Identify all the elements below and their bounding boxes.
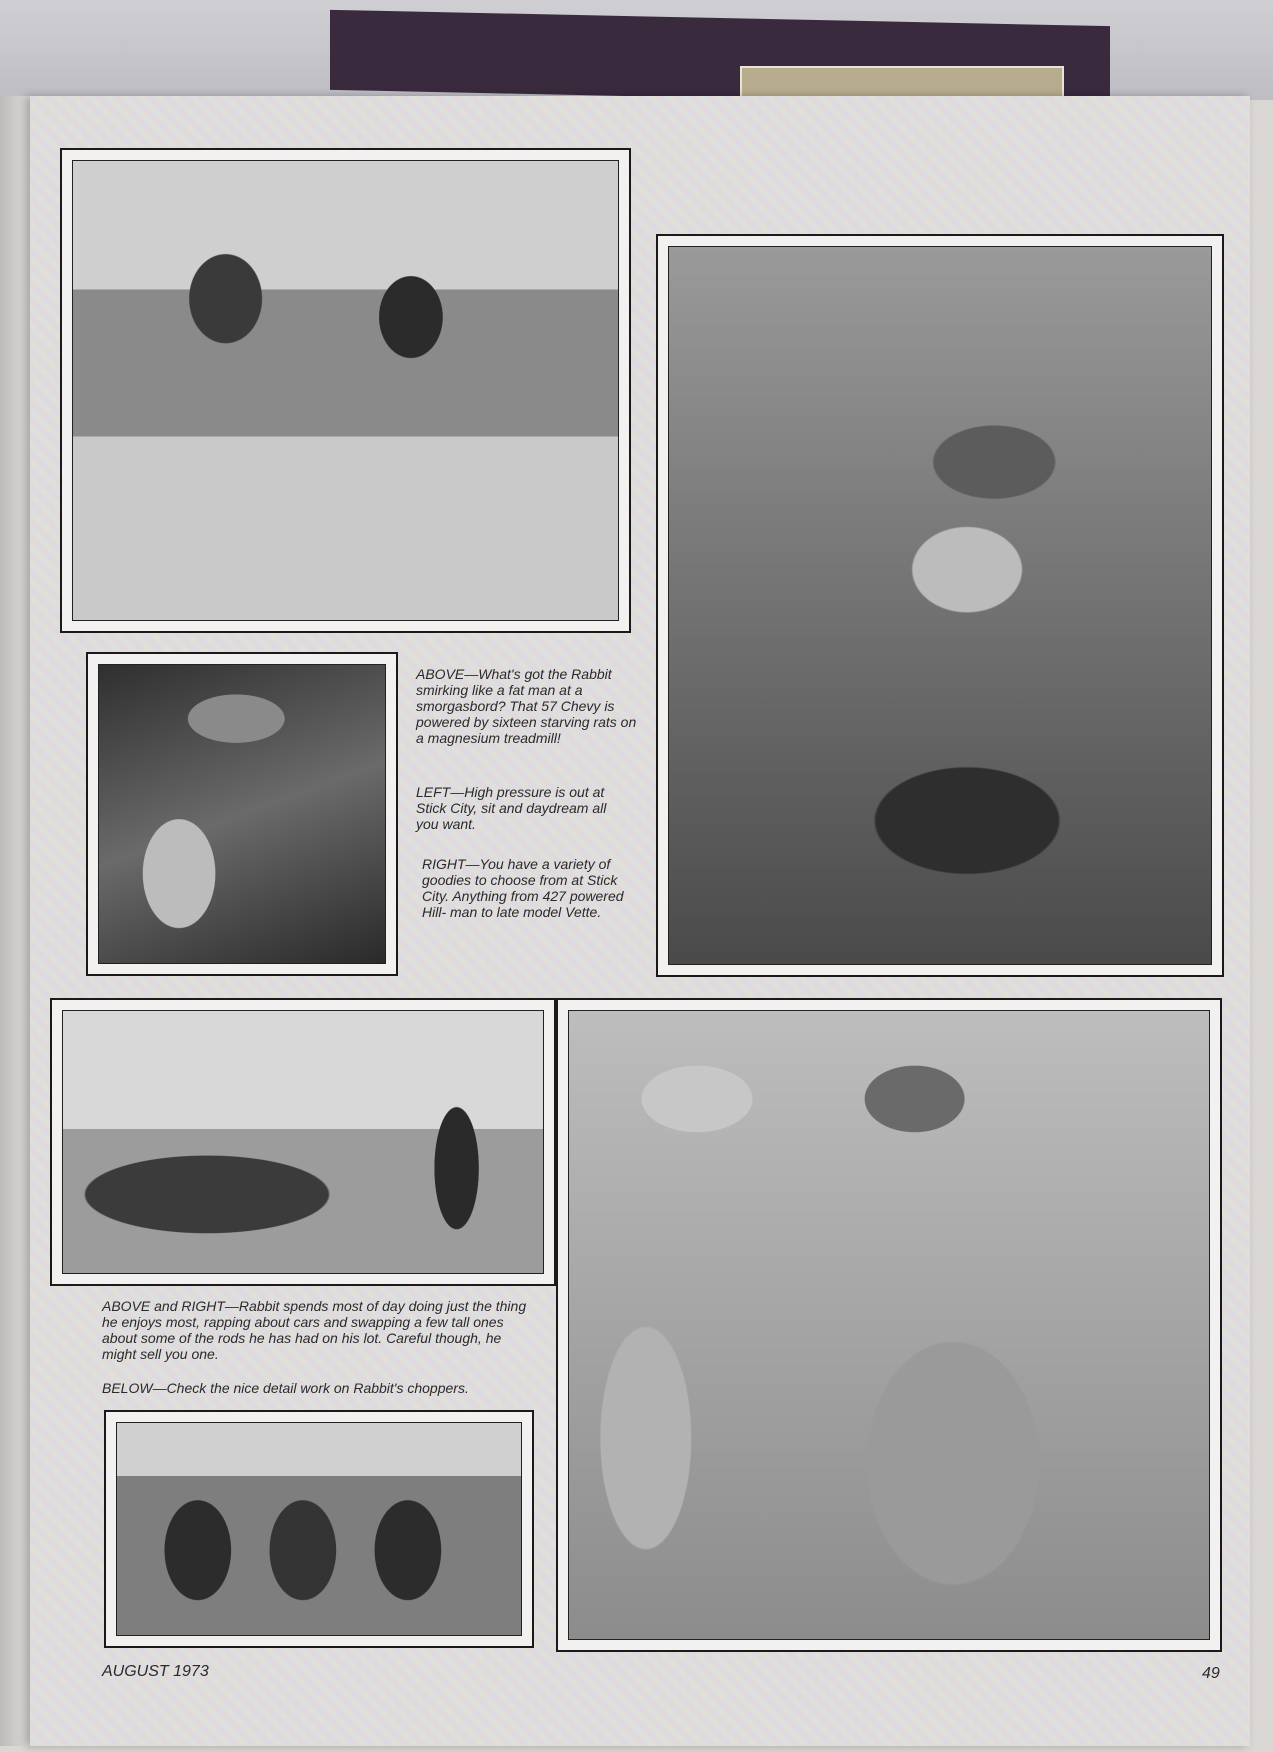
photo-corvettes	[556, 998, 1222, 1652]
photo-daydream	[86, 652, 398, 976]
photo-image	[72, 160, 619, 621]
photo-rabbit-talking	[50, 998, 556, 1286]
photo-image	[668, 246, 1212, 965]
caption-right: RIGHT—You have a variety of goodies to choose from at Stick City. Anything from 427 powered Hill- man to late model Vette.	[422, 856, 624, 920]
page-binding	[0, 96, 34, 1746]
caption-left: LEFT—High pressure is out at Stick City, sit and daydream all you want.	[416, 784, 607, 832]
photo-image	[62, 1010, 544, 1274]
photo-image	[568, 1010, 1210, 1640]
photo-choppers	[104, 1410, 534, 1648]
photo-image	[116, 1422, 522, 1636]
caption-below: BELOW—Check the nice detail work on Rabbit's choppers.	[102, 1380, 469, 1396]
photo-car-lot	[656, 234, 1224, 977]
photo-rabbit-smirking	[60, 148, 631, 633]
issue-date: AUGUST 1973	[102, 1663, 209, 1680]
page-number: 49	[1202, 1665, 1220, 1682]
underlying-photo	[740, 66, 1064, 100]
caption-above: ABOVE—What's got the Rabbit smirking like a fat man at a smorgasbord? That 57 Chevy is powered by sixteen starving rats on a magnesium treadmill!	[416, 666, 637, 746]
photo-image	[98, 664, 386, 964]
caption-above-and-right: ABOVE and RIGHT—Rabbit spends most of day doing just the thing he enjoys most, rapping about cars and swapping a few tall ones about some of the rods he has had on his lot. Careful though, he might sell you one.	[102, 1298, 527, 1362]
